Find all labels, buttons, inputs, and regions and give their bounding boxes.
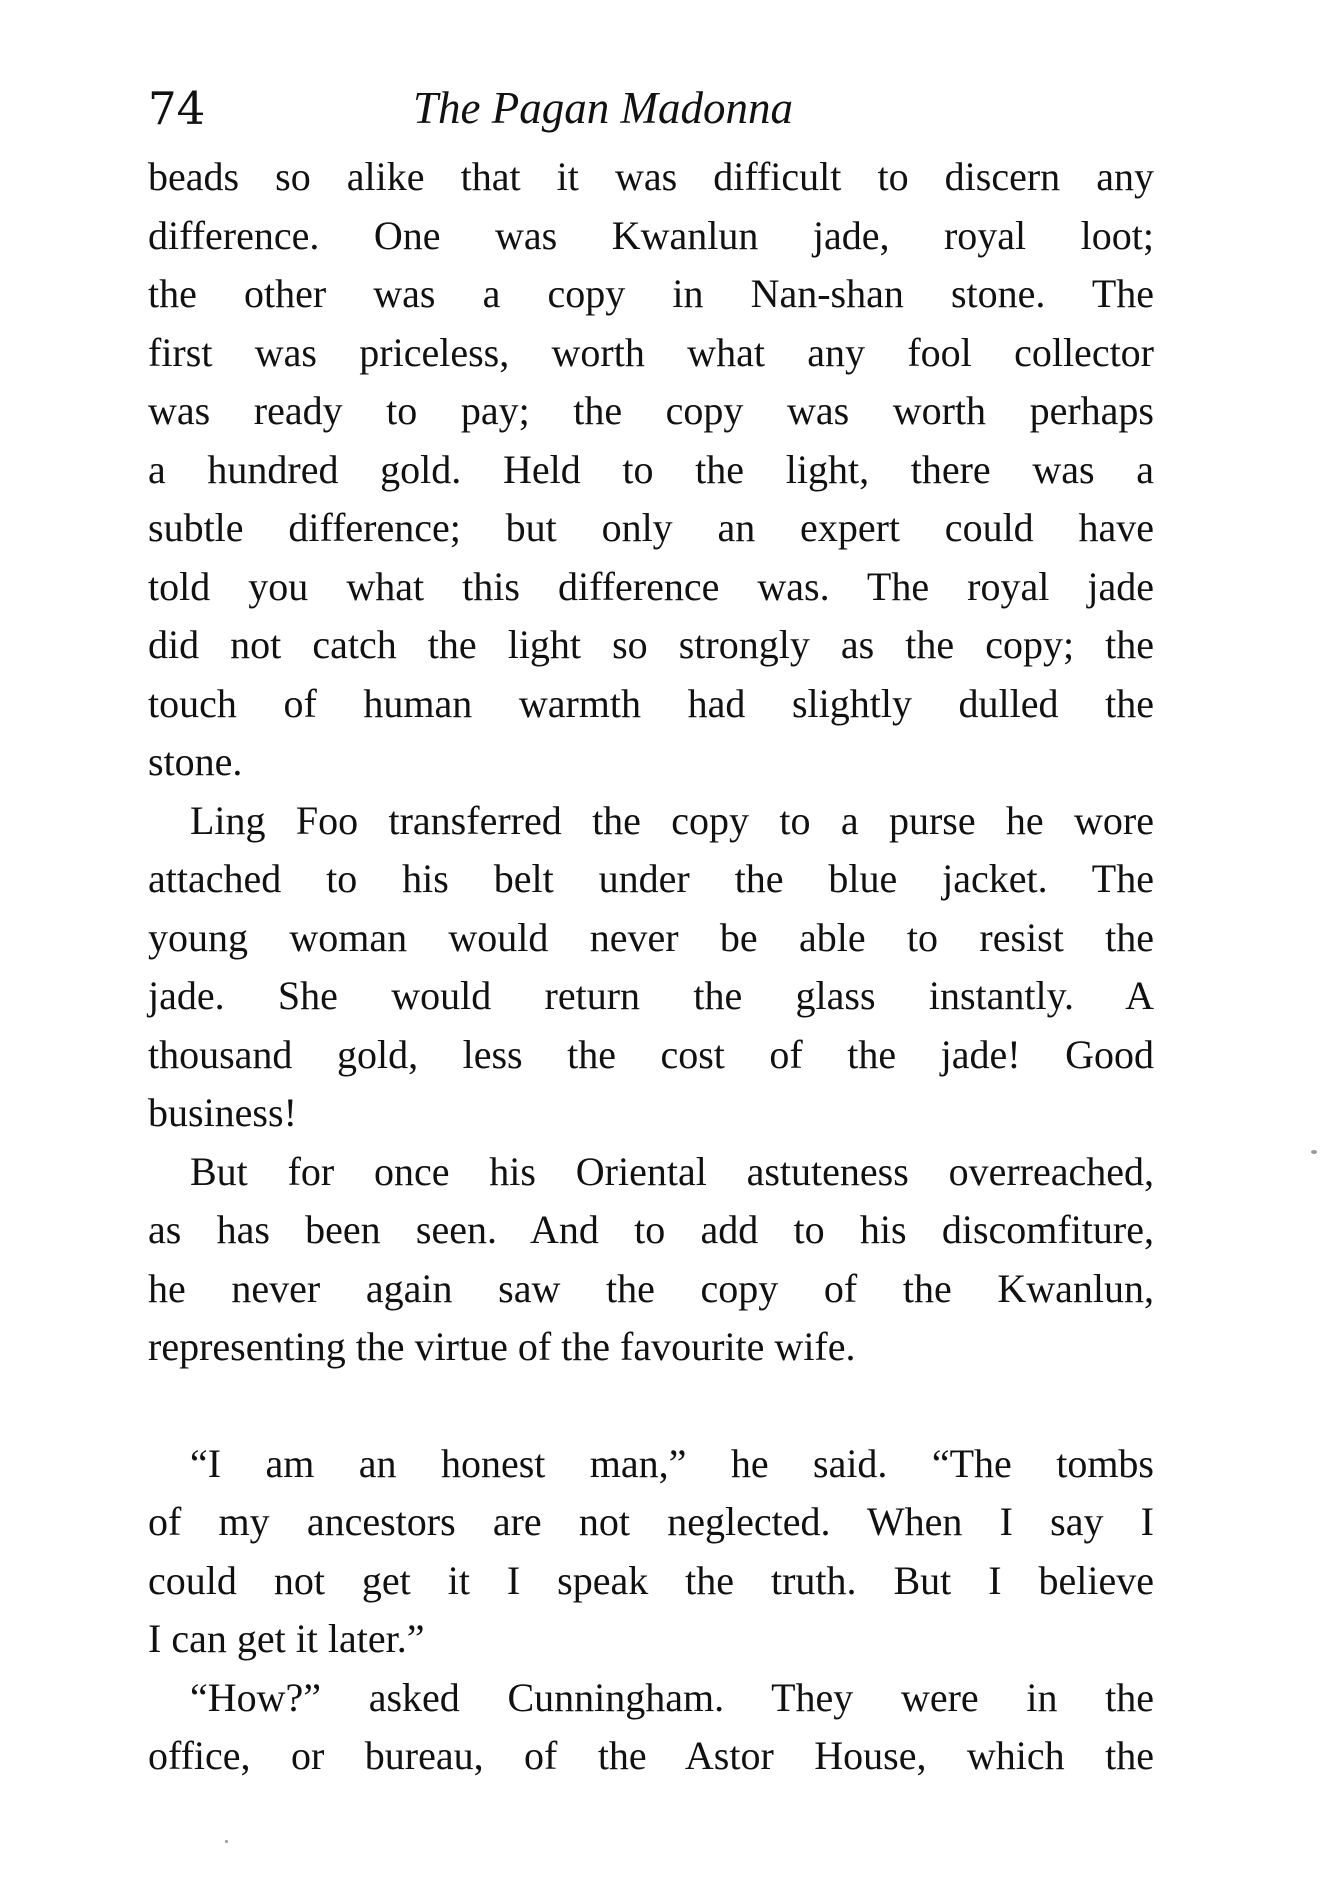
text-line: “I am an honest man,” he said. “The tombs — [190, 1440, 1154, 1486]
text-line: I can get it later.” — [148, 1616, 425, 1661]
text-line: told you what this difference was. The royal jade — [148, 563, 1154, 609]
text-line: young woman would never be able to resist the — [148, 914, 1154, 960]
book-page — [148, 70, 1154, 1786]
section-break — [148, 1377, 1154, 1435]
running-title: The Pagan Madonna — [413, 83, 793, 133]
text-line: But for once his Oriental astuteness overreached, — [190, 1148, 1154, 1194]
text-line: the other was a copy in Nan-shan stone. The — [148, 271, 1154, 316]
body-text — [148, 148, 1154, 1786]
text-line: Ling Foo transferred the copy to a purse he wore — [190, 797, 1154, 843]
text-line: could not get it I speak the truth. But I believe — [148, 1557, 1154, 1603]
paragraph — [148, 1435, 1154, 1669]
page-number: 74 — [148, 82, 206, 135]
scan-speck — [225, 1840, 228, 1843]
text-line: subtle difference; but only an expert could have — [148, 505, 1154, 550]
text-line: thousand gold, less the cost of the jade! Good — [148, 1031, 1154, 1077]
text-line: “How?” asked Cunningham. They were in the — [190, 1674, 1154, 1720]
text-line: he never again saw the copy of the Kwanlun, — [148, 1265, 1154, 1311]
text-line: a hundred gold. Held to the light, there was a — [148, 446, 1154, 492]
paragraph — [148, 1143, 1154, 1377]
text-line: as has been seen. And to add to his discomfiture, — [148, 1207, 1154, 1252]
text-line: touch of human warmth had slightly dulled the — [148, 680, 1154, 726]
text-line: business! — [148, 1090, 297, 1135]
text-line: difference. One was Kwanlun jade, royal loot; — [148, 212, 1154, 258]
paragraph — [148, 148, 1154, 792]
text-line: was ready to pay; the copy was worth perhaps — [148, 388, 1154, 433]
text-line: of my ancestors are not neglected. When I say I — [148, 1499, 1154, 1544]
text-line: beads so alike that it was difficult to discern any — [148, 154, 1154, 199]
text-line: attached to his belt under the blue jacket. The — [148, 856, 1154, 901]
text-line: jade. She would return the glass instantly. A — [148, 973, 1154, 1018]
paragraph — [148, 792, 1154, 1143]
text-line: did not catch the light so strongly as the copy; the — [148, 622, 1154, 667]
page-header — [148, 70, 1154, 148]
paragraph — [148, 1669, 1154, 1786]
text-line: stone. — [148, 739, 243, 784]
text-line: office, or bureau, of the Astor House, which the — [148, 1733, 1154, 1778]
text-line: first was priceless, worth what any fool collector — [148, 329, 1154, 375]
scan-speck — [1311, 1150, 1317, 1154]
text-line: representing the virtue of the favourite wife. — [148, 1324, 856, 1369]
